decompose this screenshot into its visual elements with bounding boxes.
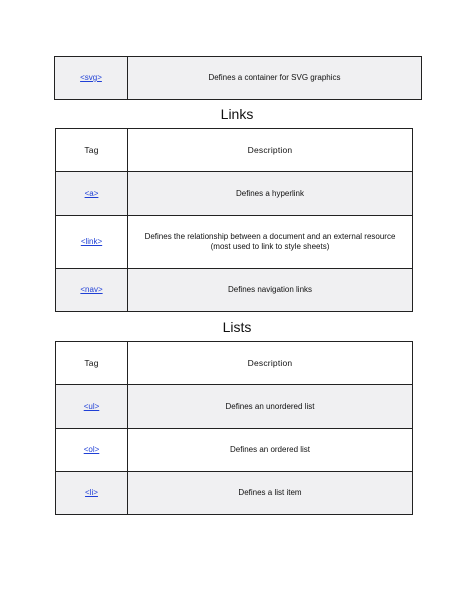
tag-cell xyxy=(56,429,128,472)
section-title-lists: Lists xyxy=(222,319,252,335)
table-header-row xyxy=(56,342,413,385)
lists-table xyxy=(55,341,413,515)
tag-cell xyxy=(56,269,128,312)
description-cell: Defines a container for SVG graphics xyxy=(128,57,422,100)
description-cell: Defines a list item xyxy=(128,472,413,515)
tag-link[interactable]: <li> xyxy=(85,488,98,497)
tag-link[interactable]: <nav> xyxy=(80,285,103,294)
description-cell: Defines a hyperlink xyxy=(128,172,413,216)
tag-link[interactable]: <ul> xyxy=(83,401,100,411)
description-cell: Defines an ordered list xyxy=(128,429,413,472)
table-header-row xyxy=(56,129,413,172)
table-row xyxy=(56,269,413,312)
table-row xyxy=(55,57,422,100)
svg-table xyxy=(54,56,422,100)
tag-cell xyxy=(56,216,128,269)
column-header-description: Description xyxy=(128,342,413,385)
table-row xyxy=(56,216,413,269)
description-cell: Defines the relationship between a document and an external resource (most used to link to style sheets) xyxy=(128,216,413,269)
table-row xyxy=(56,172,413,216)
section-title-links: Links xyxy=(220,106,254,122)
links-table xyxy=(55,128,413,312)
tag-link[interactable]: <ol> xyxy=(83,445,100,454)
tag-cell xyxy=(56,385,128,429)
tag-link[interactable]: <svg> xyxy=(80,73,102,82)
tag-cell xyxy=(56,172,128,216)
table-row xyxy=(56,429,413,472)
tag-cell xyxy=(55,57,128,100)
column-header-tag: Tag xyxy=(56,129,128,172)
table-row xyxy=(56,472,413,515)
table-row xyxy=(56,385,413,429)
column-header-tag: Tag xyxy=(56,342,128,385)
tag-link[interactable]: <link> xyxy=(80,237,103,246)
tag-cell xyxy=(56,472,128,515)
tag-link[interactable]: <a> xyxy=(84,188,99,198)
column-header-description: Description xyxy=(128,129,413,172)
description-cell: Defines navigation links xyxy=(128,269,413,312)
description-cell: Defines an unordered list xyxy=(128,385,413,429)
